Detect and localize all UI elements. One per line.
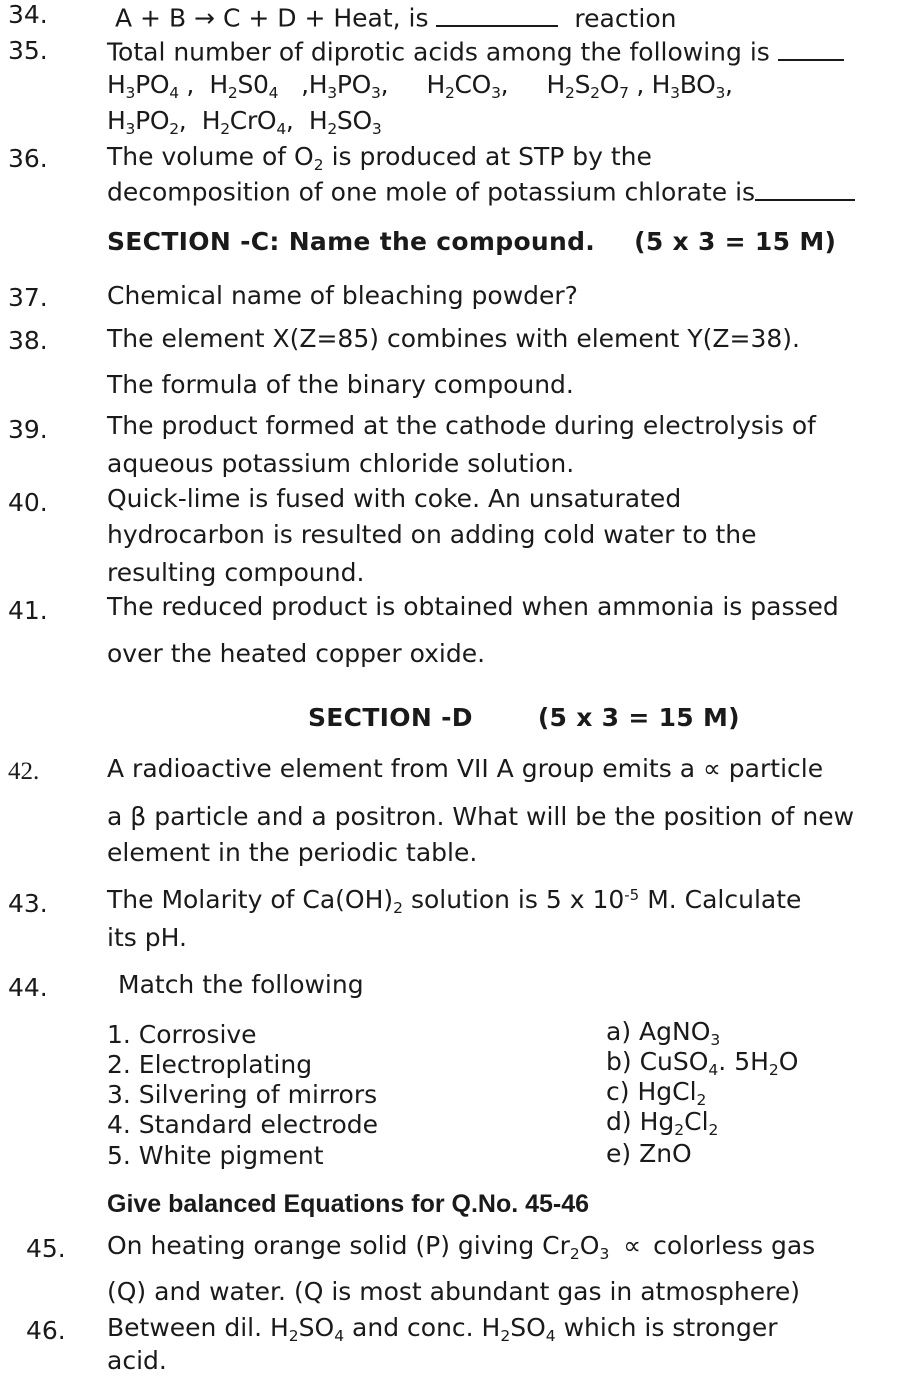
- match-right-b: b) CuSO$_4$. $5H_2O$: [606, 1047, 799, 1079]
- alpha-symbol: ∝: [702, 754, 721, 783]
- q36-number: 36.: [8, 144, 48, 173]
- q41-line1: The reduced product is obtained when ammonia is passed: [107, 592, 839, 621]
- q44-text: Match the following: [118, 970, 364, 999]
- q43-line2: its pH.: [107, 923, 187, 952]
- match-left-3: 3. Silvering of mirrors: [107, 1080, 378, 1109]
- q41-number: 41.: [8, 596, 48, 625]
- q42-line2: a β particle and a positron. What will be the position of new: [107, 802, 855, 831]
- q40-line1: Quick-lime is fused with coke. An unsaturated: [107, 484, 682, 513]
- section-d-heading: SECTION -D (5 x 3 = 15 M): [308, 703, 740, 732]
- q34-number: 34.: [8, 0, 48, 29]
- q38-line2: The formula of the binary compound.: [107, 370, 574, 399]
- balanced-equations-heading: Give balanced Equations for Q.No. 45-46: [107, 1190, 590, 1218]
- match-left-4: 4. Standard electrode: [107, 1110, 379, 1139]
- q42-number: 42.: [8, 758, 40, 785]
- match-left-5: 5. White pigment: [107, 1141, 324, 1170]
- q36-blank: [755, 176, 855, 201]
- q45-line2: (Q) and water. (Q is most abundant gas in atmosphere): [107, 1277, 800, 1306]
- q46-number: 46.: [26, 1316, 66, 1345]
- q46-line2: acid.: [107, 1346, 167, 1375]
- q42-line3: element in the periodic table.: [107, 838, 478, 867]
- q45-line1: On heating orange solid (P) giving $Cr_2O_3$ ∝ colorless gas: [107, 1231, 816, 1263]
- q34-blank: [436, 2, 558, 27]
- match-right-c: c) HgCl$_2$: [606, 1077, 707, 1109]
- q39-line1: The product formed at the cathode during electrolysis of: [107, 411, 816, 440]
- q40-line2: hydrocarbon is resulted on adding cold water to the: [107, 520, 757, 549]
- q46-line1: Between dil. $H_2SO_4$ and conc. $H_2SO_4$ which is stronger: [107, 1313, 778, 1345]
- match-left-2: 2. Electroplating: [107, 1050, 313, 1079]
- q38-number: 38.: [8, 326, 48, 355]
- section-c-heading: SECTION -C: Name the compound. (5 x 3 = 15 M): [107, 227, 837, 256]
- q39-line2: aqueous potassium chloride solution.: [107, 449, 575, 478]
- q35-acids-line2: $H_3PO_2$, $H_2CrO_4$, $H_2SO_3$: [107, 106, 382, 138]
- q45-number: 45.: [26, 1234, 66, 1263]
- match-left-1: 1. Corrosive: [107, 1020, 257, 1049]
- q35-text: Total number of diprotic acids among the following is: [107, 36, 844, 65]
- q35-blank: [778, 36, 844, 61]
- q35-acids-line1: $H_3PO_4$ , $H_2S0_4$ $,H_3PO_3$, $H_2CO_3$, $H_2S_2O_7$ , $H_3BO_3$,: [107, 70, 733, 102]
- beta-symbol: β: [130, 802, 147, 831]
- q36-line1: The volume of $O_2$ is produced at STP by the: [107, 142, 652, 174]
- q43-line1: The Molarity of $Ca(OH)_2$ solution is 5 x $10^{-5}$ M. Calculate: [107, 885, 802, 917]
- match-right-d: d) $Hg_2Cl_2$: [606, 1107, 719, 1139]
- q34-text: A + B → C + D + Heat, is reaction: [115, 3, 677, 33]
- q44-number: 44.: [8, 973, 48, 1002]
- q39-number: 39.: [8, 415, 48, 444]
- q35-number: 35.: [8, 36, 48, 65]
- q37-text: Chemical name of bleaching powder?: [107, 281, 578, 310]
- q38-line1: The element X(Z=85) combines with element Y(Z=38).: [107, 324, 800, 353]
- q40-number: 40.: [8, 488, 48, 517]
- q43-number: 43.: [8, 889, 48, 918]
- match-right-e: e) ZnO: [606, 1139, 692, 1168]
- match-right-a: a) AgNO$_3$: [606, 1017, 721, 1049]
- q37-number: 37.: [8, 283, 48, 312]
- q36-line2: decomposition of one mole of potassium chlorate is: [107, 176, 855, 205]
- q42-line1: A radioactive element from VII A group emits a ∝ particle: [107, 754, 824, 783]
- alpha-symbol: ∝: [623, 1231, 642, 1260]
- q40-line3: resulting compound.: [107, 558, 365, 587]
- q41-line2: over the heated copper oxide.: [107, 639, 486, 668]
